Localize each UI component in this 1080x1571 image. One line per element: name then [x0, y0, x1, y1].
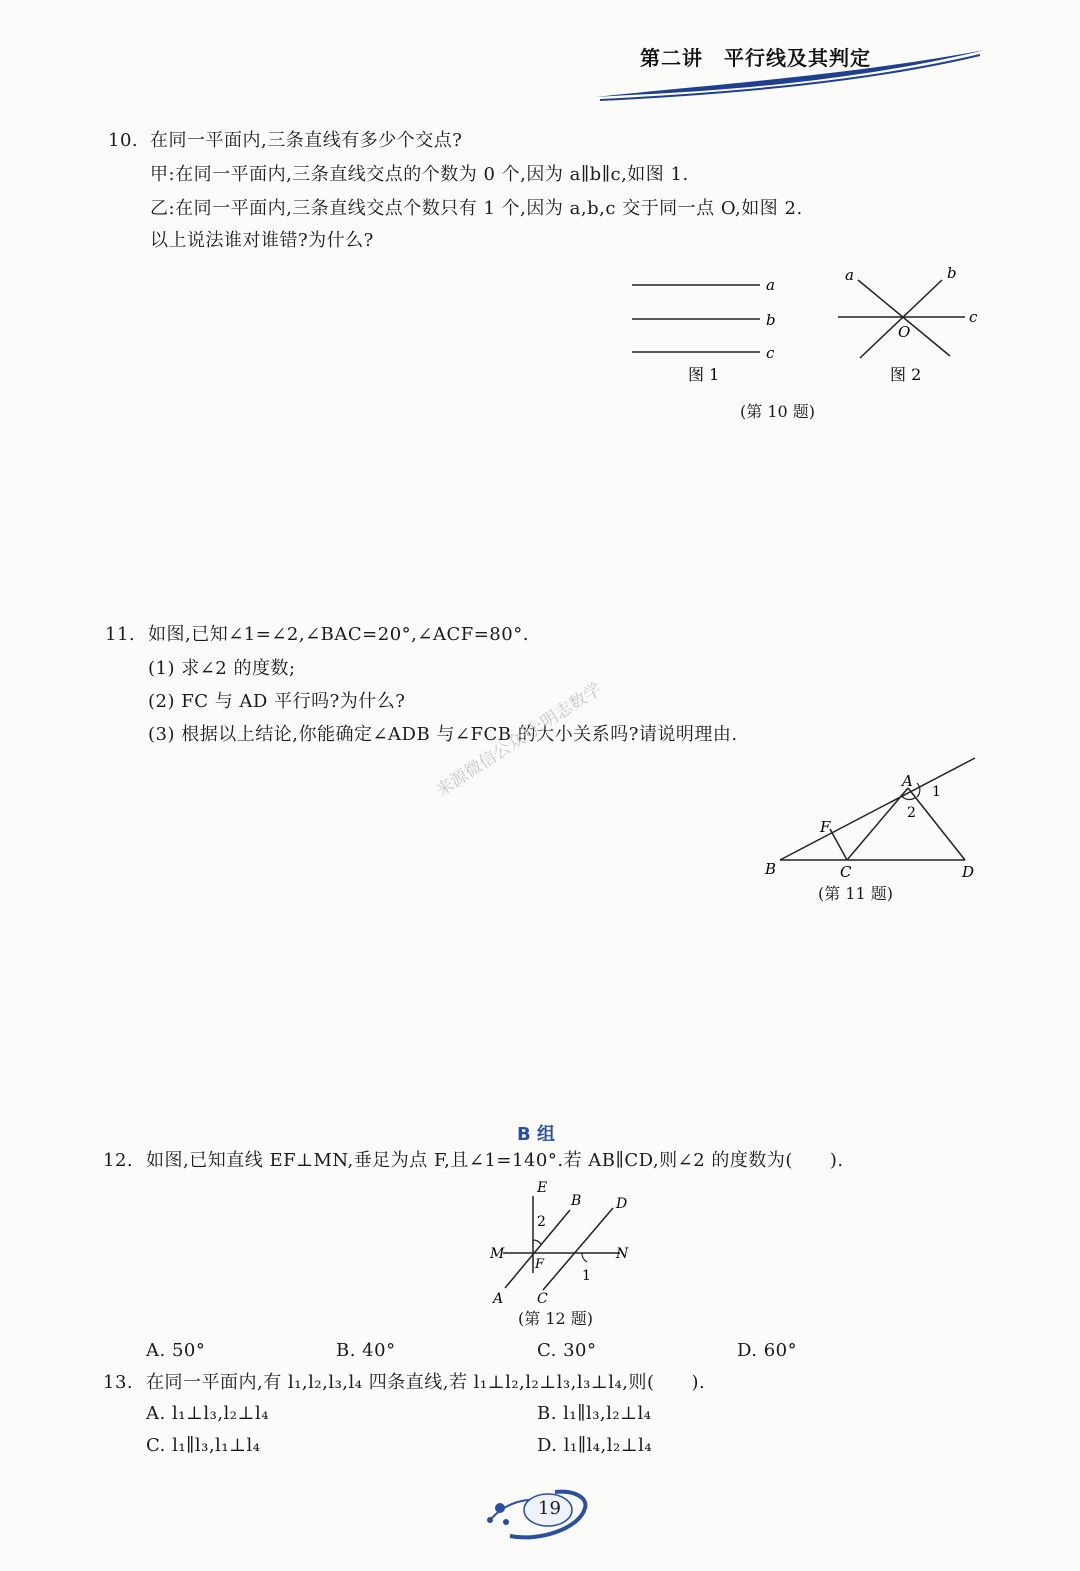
- header-brush-swoosh: [590, 45, 990, 105]
- q12-option-d: D. 60°: [737, 1340, 798, 1361]
- q12-label-d: D: [616, 1196, 628, 1212]
- q11-line-fc: [830, 829, 847, 860]
- q11-angle-1-arc: [917, 783, 920, 797]
- q12-label-n: N: [616, 1246, 629, 1262]
- q11-label-c: C: [840, 863, 852, 881]
- q13-option-b: B. l₁∥l₃,l₂⊥l₄: [537, 1403, 652, 1424]
- q11-label-1: 1: [932, 784, 941, 800]
- q10-ask: 以上说法谁对谁错?为什么?: [150, 230, 374, 251]
- fig1-caption: 图 1: [688, 365, 720, 384]
- group-b-heading: B 组: [517, 1124, 555, 1145]
- q12-option-b: B. 40°: [336, 1340, 396, 1361]
- q12-label-2: 2: [537, 1214, 546, 1230]
- q12-figure-caption: (第 12 题): [518, 1309, 594, 1328]
- q10-figures: [620, 260, 1000, 390]
- q11-label-b: B: [765, 860, 777, 878]
- fig2-label-o: O: [898, 323, 911, 341]
- fig1-label-b: b: [766, 311, 776, 329]
- q11-figure: [760, 750, 990, 885]
- fig2-label-b: b: [947, 264, 957, 282]
- q11-line-ac: [847, 788, 908, 860]
- fig2-caption: 图 2: [890, 365, 922, 384]
- q12-label-m: M: [490, 1246, 505, 1262]
- q12-label-c: C: [537, 1291, 548, 1307]
- q13-option-d: D. l₁∥l₄,l₂⊥l₄: [537, 1435, 653, 1456]
- q12-label-a: A: [493, 1291, 504, 1307]
- q12-angle-1-arc: [582, 1253, 587, 1262]
- q11-part-3: (3) 根据以上结论,你能确定∠ADB 与∠FCB 的大小关系吗?请说明理由.: [148, 724, 738, 745]
- q12-option-c: C. 30°: [537, 1340, 597, 1361]
- q13-number: 13.: [103, 1372, 134, 1393]
- q10-yi-statement: 乙:在同一平面内,三条直线交点个数只有 1 个,因为 a,b,c 交于同一点 O,如图 2.: [150, 198, 803, 219]
- q11-label-f: F: [820, 818, 831, 836]
- q12-figure: [485, 1178, 645, 1308]
- q10-jia-statement: 甲:在同一平面内,三条直线交点的个数为 0 个,因为 a∥b∥c,如图 1.: [150, 164, 689, 185]
- q12-stem: 如图,已知直线 EF⊥MN,垂足为点 F,且∠1=140°.若 AB∥CD,则∠2 的度数为( ).: [146, 1150, 844, 1171]
- chapter-title: 第二讲 平行线及其判定: [640, 46, 871, 70]
- q11-label-a: A: [902, 772, 913, 790]
- q12-angle-2-arc: [533, 1240, 541, 1244]
- q13-option-c: C. l₁∥l₃,l₁⊥l₄: [146, 1435, 261, 1456]
- q11-stem: 如图,已知∠1=∠2,∠BAC=20°,∠ACF=80°.: [148, 624, 529, 645]
- fig2-line-a: [858, 280, 950, 356]
- q12-label-e: E: [537, 1180, 548, 1196]
- q11-label-d: D: [962, 863, 975, 881]
- q12-label-f: F: [535, 1257, 545, 1272]
- fig1-label-a: a: [766, 276, 775, 294]
- q11-part-1: (1) 求∠2 的度数;: [148, 658, 296, 679]
- q13-stem: 在同一平面内,有 l₁,l₂,l₃,l₄ 四条直线,若 l₁⊥l₂,l₂⊥l₃,l₃⊥l₄,则( ).: [146, 1372, 706, 1393]
- fig1-label-c: c: [766, 344, 775, 362]
- q12-label-1: 1: [582, 1268, 591, 1284]
- fig2-label-c: c: [969, 308, 978, 326]
- q13-option-a: A. l₁⊥l₃,l₂⊥l₄: [146, 1403, 269, 1424]
- q10-stem: 在同一平面内,三条直线有多少个交点?: [150, 130, 463, 151]
- q12-label-b: B: [571, 1193, 582, 1209]
- q10-number: 10.: [108, 130, 139, 151]
- q11-number: 11.: [105, 624, 136, 645]
- fig2-label-a: a: [845, 266, 854, 284]
- q11-figure-caption: (第 11 题): [818, 884, 894, 903]
- q10-figure-caption: (第 10 题): [740, 402, 816, 421]
- q12-option-a: A. 50°: [146, 1340, 206, 1361]
- watermark: 来源微信公众号:明志数学: [432, 679, 606, 801]
- q11-part-2: (2) FC 与 AD 平行吗?为什么?: [148, 691, 406, 712]
- q11-label-2: 2: [907, 805, 916, 821]
- q12-line-cd: [543, 1208, 613, 1290]
- q12-number: 12.: [103, 1150, 134, 1171]
- page-number: 19: [538, 1498, 561, 1519]
- q11-line-b-through-a: [780, 758, 975, 860]
